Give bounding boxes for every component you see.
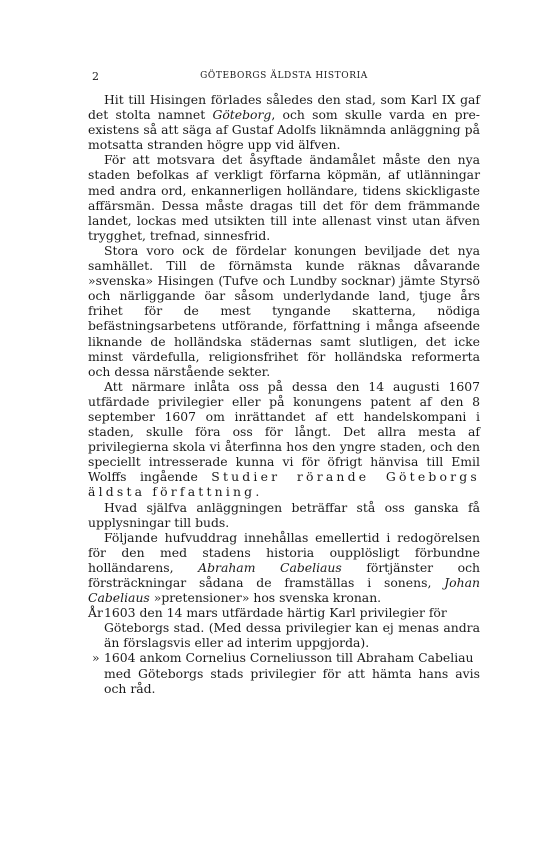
paragraph-2: För att motsvara det åsyftade ändamålet måste den nya staden befolkas af verkligt förfarna köpmän, af utlänningar med andra ord, enkannerligen holländare, tidens skickligaste affärsmän. Dessa måste dragas till det för dem främmande landet, lockas med utsikten till inte allenast vinst utan äfven trygghet, trefnad, sinnesfrid. bbox=[88, 152, 480, 243]
emphasis-goteborg: Göteborg bbox=[212, 107, 272, 123]
entry-1603-lead: År bbox=[88, 605, 103, 621]
emphasis-johan-cabeliaus: Johan Cabeliaus bbox=[88, 575, 480, 606]
paragraph-6-text-c: »pretensioner» hos svenska kronan. bbox=[149, 590, 382, 606]
emphasis-abraham-cabeliaus: Abraham Cabeliaus bbox=[198, 559, 342, 575]
spaced-title-studier: Studier rörande Göteborgs äldsta författning bbox=[88, 469, 480, 500]
paragraph-1 bbox=[88, 92, 480, 152]
running-title: GÖTEBORGS ÄLDSTA HISTORIA bbox=[200, 71, 368, 81]
entry-1604-lead: » bbox=[92, 650, 100, 666]
paragraph-4-text-b: . bbox=[255, 484, 260, 500]
entry-1604-first-line: 1604 ankom Cornelius Corneliusson till Abraham Cabeliau bbox=[104, 650, 474, 666]
page-number: 2 bbox=[92, 70, 100, 83]
body-text bbox=[88, 92, 480, 696]
paragraph-4-text-a: Att närmare inlåta oss på dessa den 14 augusti 1607 utfärdade privilegier eller på konungens patent af den 8 september 1607 om inrättandet af ett handelskompani i staden, skulle föra oss för långt. Det allra mesta af privilegierna skola vi återfinna hos den yngre staden, och den speciellt intresserade kunna vi för öfrigt hänvisa till Emil Wolffs ingående bbox=[88, 378, 480, 485]
paragraph-1-text-a: Hit till Hisingen förlades således den stad, som Karl IX gaf det stolta namnet bbox=[88, 92, 480, 123]
entry-1603-first-line: 1603 den 14 mars utfärdade härtig Karl privilegier för bbox=[104, 605, 447, 621]
book-page bbox=[88, 70, 480, 696]
entry-1603-rest: Göteborgs stad. (Med dessa privilegier kan ej menas andra än förslagsvis eller ad interim uppgjorda). bbox=[104, 620, 480, 651]
paragraph-3: Stora voro ock de fördelar konungen beviljade det nya samhället. Till de förnämsta kunde räknas dåvarande »svenska» Hisingen (Tufve och Lundby socknar) jämte Styrsö och närliggande öar såsom underlydande land, tjuge års frihet för de mest tyngande skatterna, nödiga befästningsarbetens utförande, författning i många afseende liknande de holländska städernas samt slutligen, det icke minst värdefulla, religionsfrihet för holländska reformerta och dessa närstående sekter. bbox=[88, 242, 480, 379]
running-head bbox=[88, 70, 480, 86]
paragraph-4 bbox=[88, 379, 480, 500]
chronology-entry-1604 bbox=[88, 650, 480, 695]
entry-1604-rest: med Göteborgs stads privilegier för att hämta hans avis och råd. bbox=[104, 665, 480, 696]
chronology-entry-1603 bbox=[88, 605, 480, 650]
paragraph-5: Hvad själfva anläggningen beträffar stå oss ganska få upplysningar till buds. bbox=[88, 499, 480, 530]
paragraph-6 bbox=[88, 530, 480, 605]
paragraph-1-text-b: , och som skulle varda en pre-existens så att säga af Gustaf Adolfs liknämnda anläggning på motsatta stranden högre upp vid älfven. bbox=[88, 107, 480, 153]
paragraph-6-text-b: förtjänster och försträckningar sådana de framställas i sonens, bbox=[88, 559, 480, 590]
paragraph-6-text-a: Följande hufvuddrag innehållas emellertid i redogörelsen för den med stadens historia oupplösligt förbundne holländarens, bbox=[88, 529, 480, 575]
